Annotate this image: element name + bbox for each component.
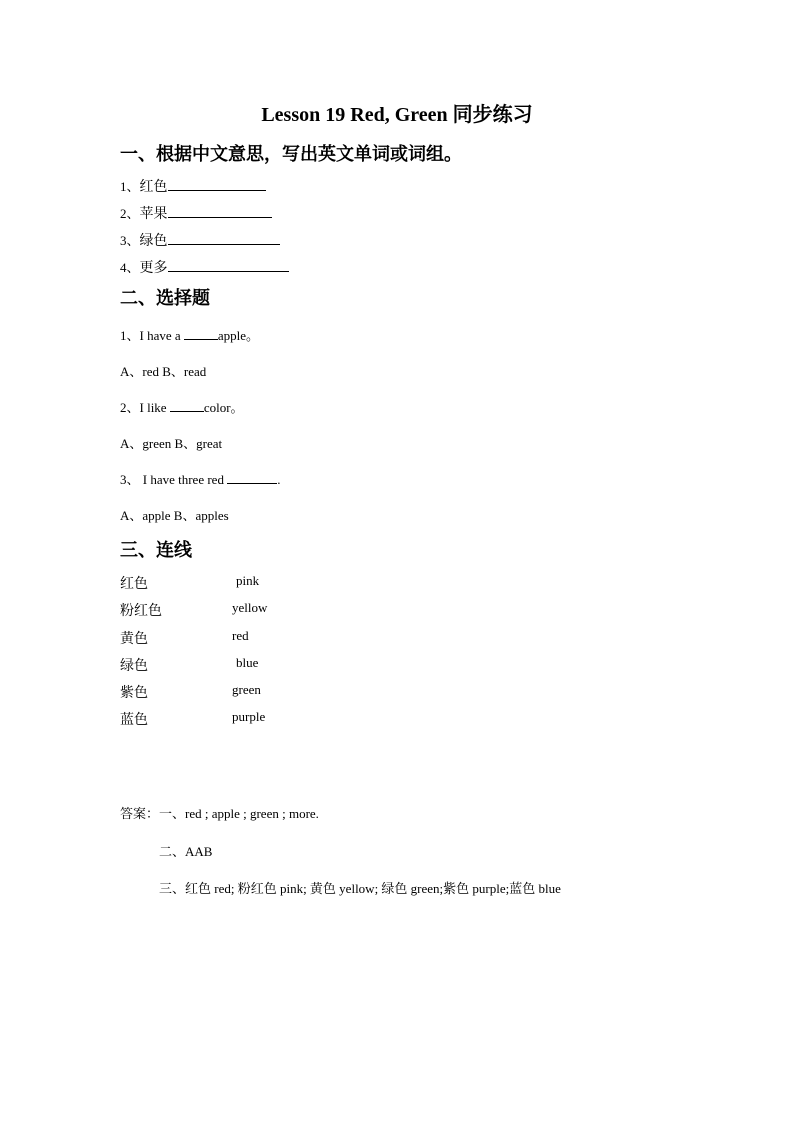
question-1-options: A、red B、read (120, 364, 207, 379)
answer-blank[interactable] (168, 231, 280, 245)
item-number: 2、 (120, 206, 140, 221)
question-stem-end: . (277, 472, 281, 487)
item-word: 更多 (139, 261, 168, 276)
match-chinese: 粉红色 (120, 604, 162, 619)
section1-heading: 一、根据中文意思，写出英文单词或词组。 (120, 144, 462, 164)
vocab-item-3 (120, 230, 280, 250)
answer-line-2: 二、AAB (159, 844, 213, 859)
question-3-options: A、apple B、apples (120, 508, 229, 523)
answer-blank[interactable] (227, 470, 277, 484)
item-word: 绿色 (139, 234, 168, 249)
question-stem: 2、I like (120, 400, 170, 415)
item-number: 3、 (120, 233, 140, 248)
match-english: green (232, 682, 261, 697)
match-english: purple (232, 709, 266, 724)
answer-line-1: 答案：一、red ; apple ; green ; more. (120, 806, 319, 821)
answer-line-3: 三、红色 red; 粉红色 pink; 黄色 yellow; 绿色 green;紫色 purple;蓝色 blue (159, 881, 561, 896)
vocab-item-1 (120, 176, 266, 196)
answer-blank[interactable] (168, 204, 272, 218)
item-word: 苹果 (139, 207, 168, 222)
vocab-item-2 (120, 203, 272, 223)
question-2-options: A、green B、great (120, 436, 223, 451)
question-stem-end: apple。 (217, 328, 260, 343)
match-english: red (232, 628, 249, 643)
vocab-item-4 (120, 257, 289, 277)
match-chinese: 紫色 (120, 686, 148, 701)
question-stem: 3、 I have three red (120, 472, 228, 487)
answer-blank[interactable] (168, 177, 266, 191)
answer-blank[interactable] (168, 258, 289, 272)
match-english: yellow (232, 600, 268, 615)
item-number: 1、 (120, 179, 140, 194)
match-chinese: 黄色 (120, 632, 148, 647)
section3-heading: 三、连线 (120, 540, 192, 560)
match-english: blue (236, 655, 259, 670)
match-english: pink (236, 573, 260, 588)
question-stem: 1、I have a (120, 328, 184, 343)
answer-blank[interactable] (170, 398, 204, 412)
question-2 (120, 397, 244, 416)
match-chinese: 绿色 (120, 659, 148, 674)
page-title: Lesson 19 Red, Green 同步练习 (261, 104, 533, 126)
section2-heading: 二、选择题 (120, 288, 210, 308)
question-stem-end: color。 (203, 400, 244, 415)
question-3 (120, 469, 280, 488)
match-chinese: 蓝色 (120, 713, 148, 728)
answer-blank[interactable] (184, 326, 218, 340)
item-number: 4、 (120, 260, 140, 275)
item-word: 红色 (139, 180, 168, 195)
question-1 (120, 325, 259, 344)
match-chinese: 红色 (120, 577, 148, 592)
